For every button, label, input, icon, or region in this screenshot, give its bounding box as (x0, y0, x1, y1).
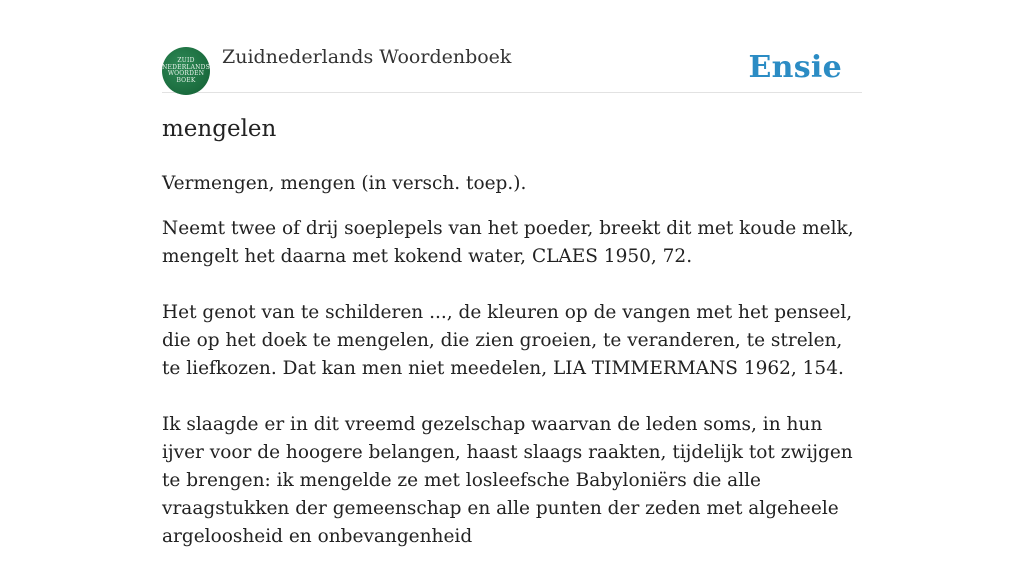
quotation: Neemt twee of drij soeplepels van het poeder, breekt dit met koude melk, mengelt het daarna met kokend water, CLAES 1950, 72. (162, 218, 854, 267)
quotation: Ik slaagde er in dit vreemd gezelschap waarvan de leden soms, in hun ijver voor de hoogere belangen, haast slaags raakten, tijdelijk tot zwijgen te brengen: ik mengelde ze met losleefsche Babyloniërs die alle vraagstukken der gemeenschap en alle punten der zeden met algeheele argeloosheid en onbevangenheid (162, 414, 853, 547)
quotation: Het genot van te schilderen ..., de kleuren op de vangen met het penseel, die op het doek te mengelen, die zien groeien, te veranderen, te strelen, te liefkozen. Dat kan men niet meedelen, LIA TIMMERMANS 1962, 154. (162, 302, 853, 379)
entry-definition: Vermengen, mengen (in versch. toep.). (162, 173, 527, 194)
quotations-list (162, 215, 862, 579)
ensie-brand-link[interactable]: Ensie (748, 50, 842, 85)
site-header (162, 0, 862, 93)
logo-line-3: WOORDEN (167, 70, 205, 77)
logo-line-4: BOEK (176, 76, 196, 84)
dictionary-name-link[interactable]: Zuidnederlands Woordenboek (222, 46, 512, 68)
logo-line-2: NEDERLANDS (162, 63, 210, 71)
entry-term: mengelen (162, 116, 277, 142)
logo-line-1: ZUID (177, 57, 195, 64)
page-container (162, 0, 862, 547)
dictionary-logo-icon[interactable] (162, 47, 210, 95)
